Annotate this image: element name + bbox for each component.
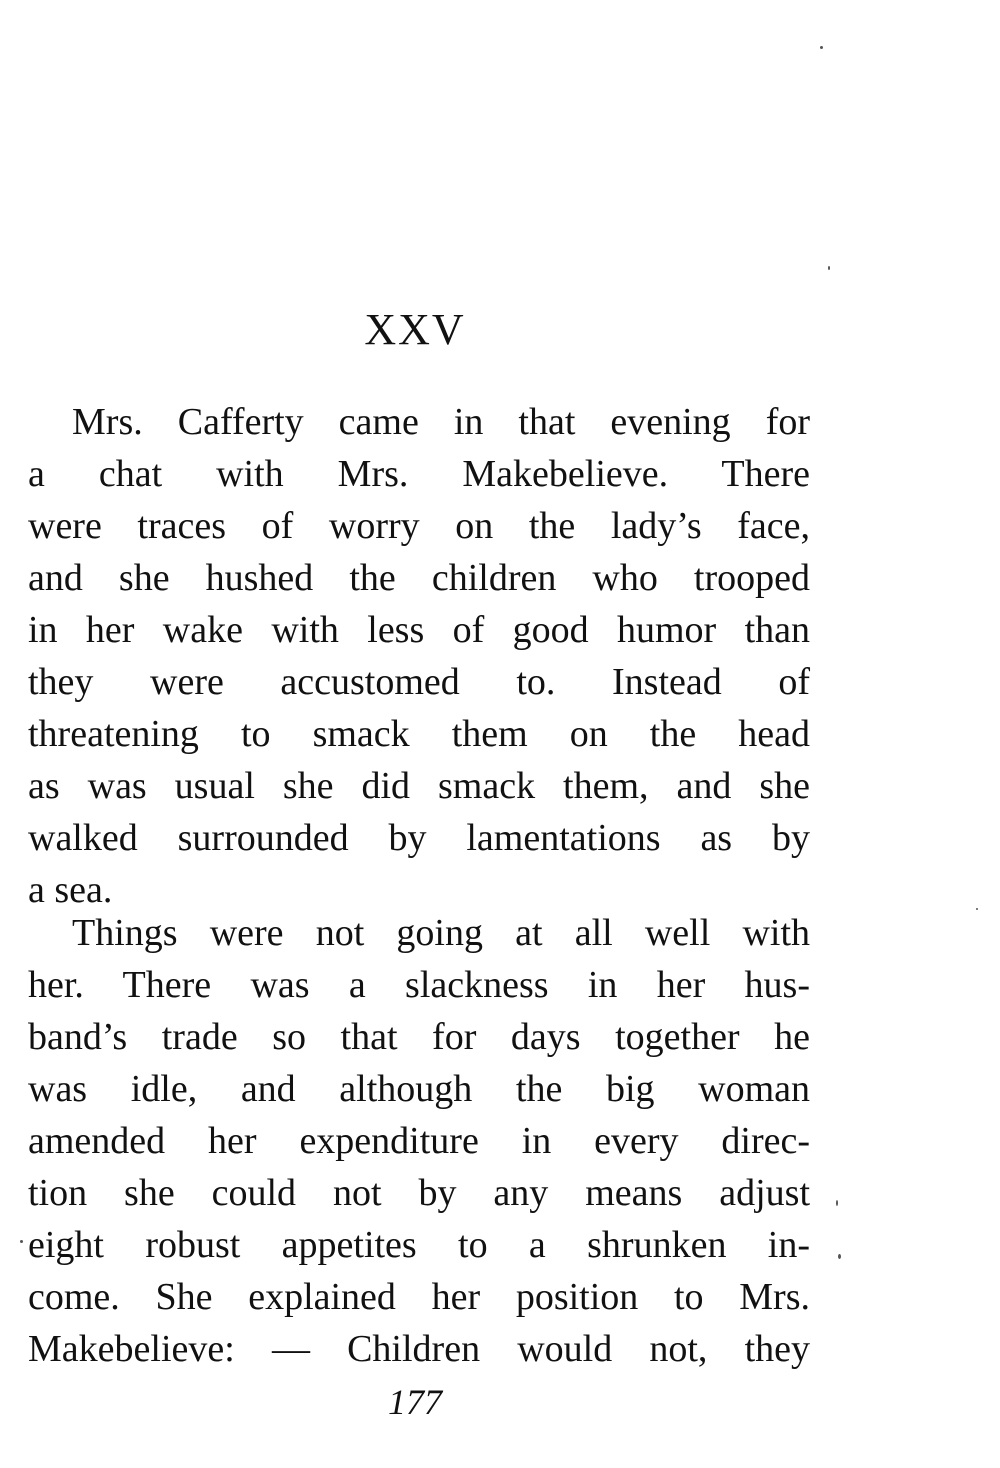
text-line: they were accustomed to. Instead of	[28, 661, 810, 703]
scan-speck	[976, 908, 978, 910]
text-line: Makebelieve: — Children would not, they	[28, 1328, 810, 1370]
scan-speck	[828, 266, 830, 270]
scan-speck	[838, 1254, 841, 1259]
text-line: tion she could not by any means adjust	[28, 1172, 810, 1214]
scan-speck	[836, 1200, 838, 1206]
text-line: come. She explained her position to Mrs.	[28, 1276, 810, 1318]
text-line: amended her expenditure in every direc-	[28, 1120, 810, 1162]
scan-speck	[820, 46, 823, 49]
text-line: Mrs. Cafferty came in that evening for	[72, 401, 810, 443]
paragraph-2	[28, 907, 810, 1375]
paragraph-1	[28, 396, 810, 916]
text-line: were traces of worry on the lady’s face,	[28, 505, 810, 547]
page-number: 177	[388, 1382, 442, 1422]
text-line: Things were not going at all well with	[72, 912, 810, 954]
text-line: band’s trade so that for days together he	[28, 1016, 810, 1058]
text-line: a sea.	[28, 869, 113, 911]
scan-speck	[20, 1240, 23, 1243]
text-line: and she hushed the children who trooped	[28, 557, 810, 599]
text-line: as was usual she did smack them, and she	[28, 765, 810, 807]
text-line: her. There was a slackness in her hus-	[28, 964, 810, 1006]
text-line: in her wake with less of good humor than	[28, 609, 810, 651]
chapter-heading: XXV	[364, 305, 466, 354]
text-line: eight robust appetites to a shrunken in-	[28, 1224, 810, 1266]
text-line: threatening to smack them on the head	[28, 713, 810, 755]
text-line: a chat with Mrs. Makebelieve. There	[28, 453, 810, 495]
text-line: was idle, and although the big woman	[28, 1068, 810, 1110]
text-line: walked surrounded by lamentations as by	[28, 817, 810, 859]
